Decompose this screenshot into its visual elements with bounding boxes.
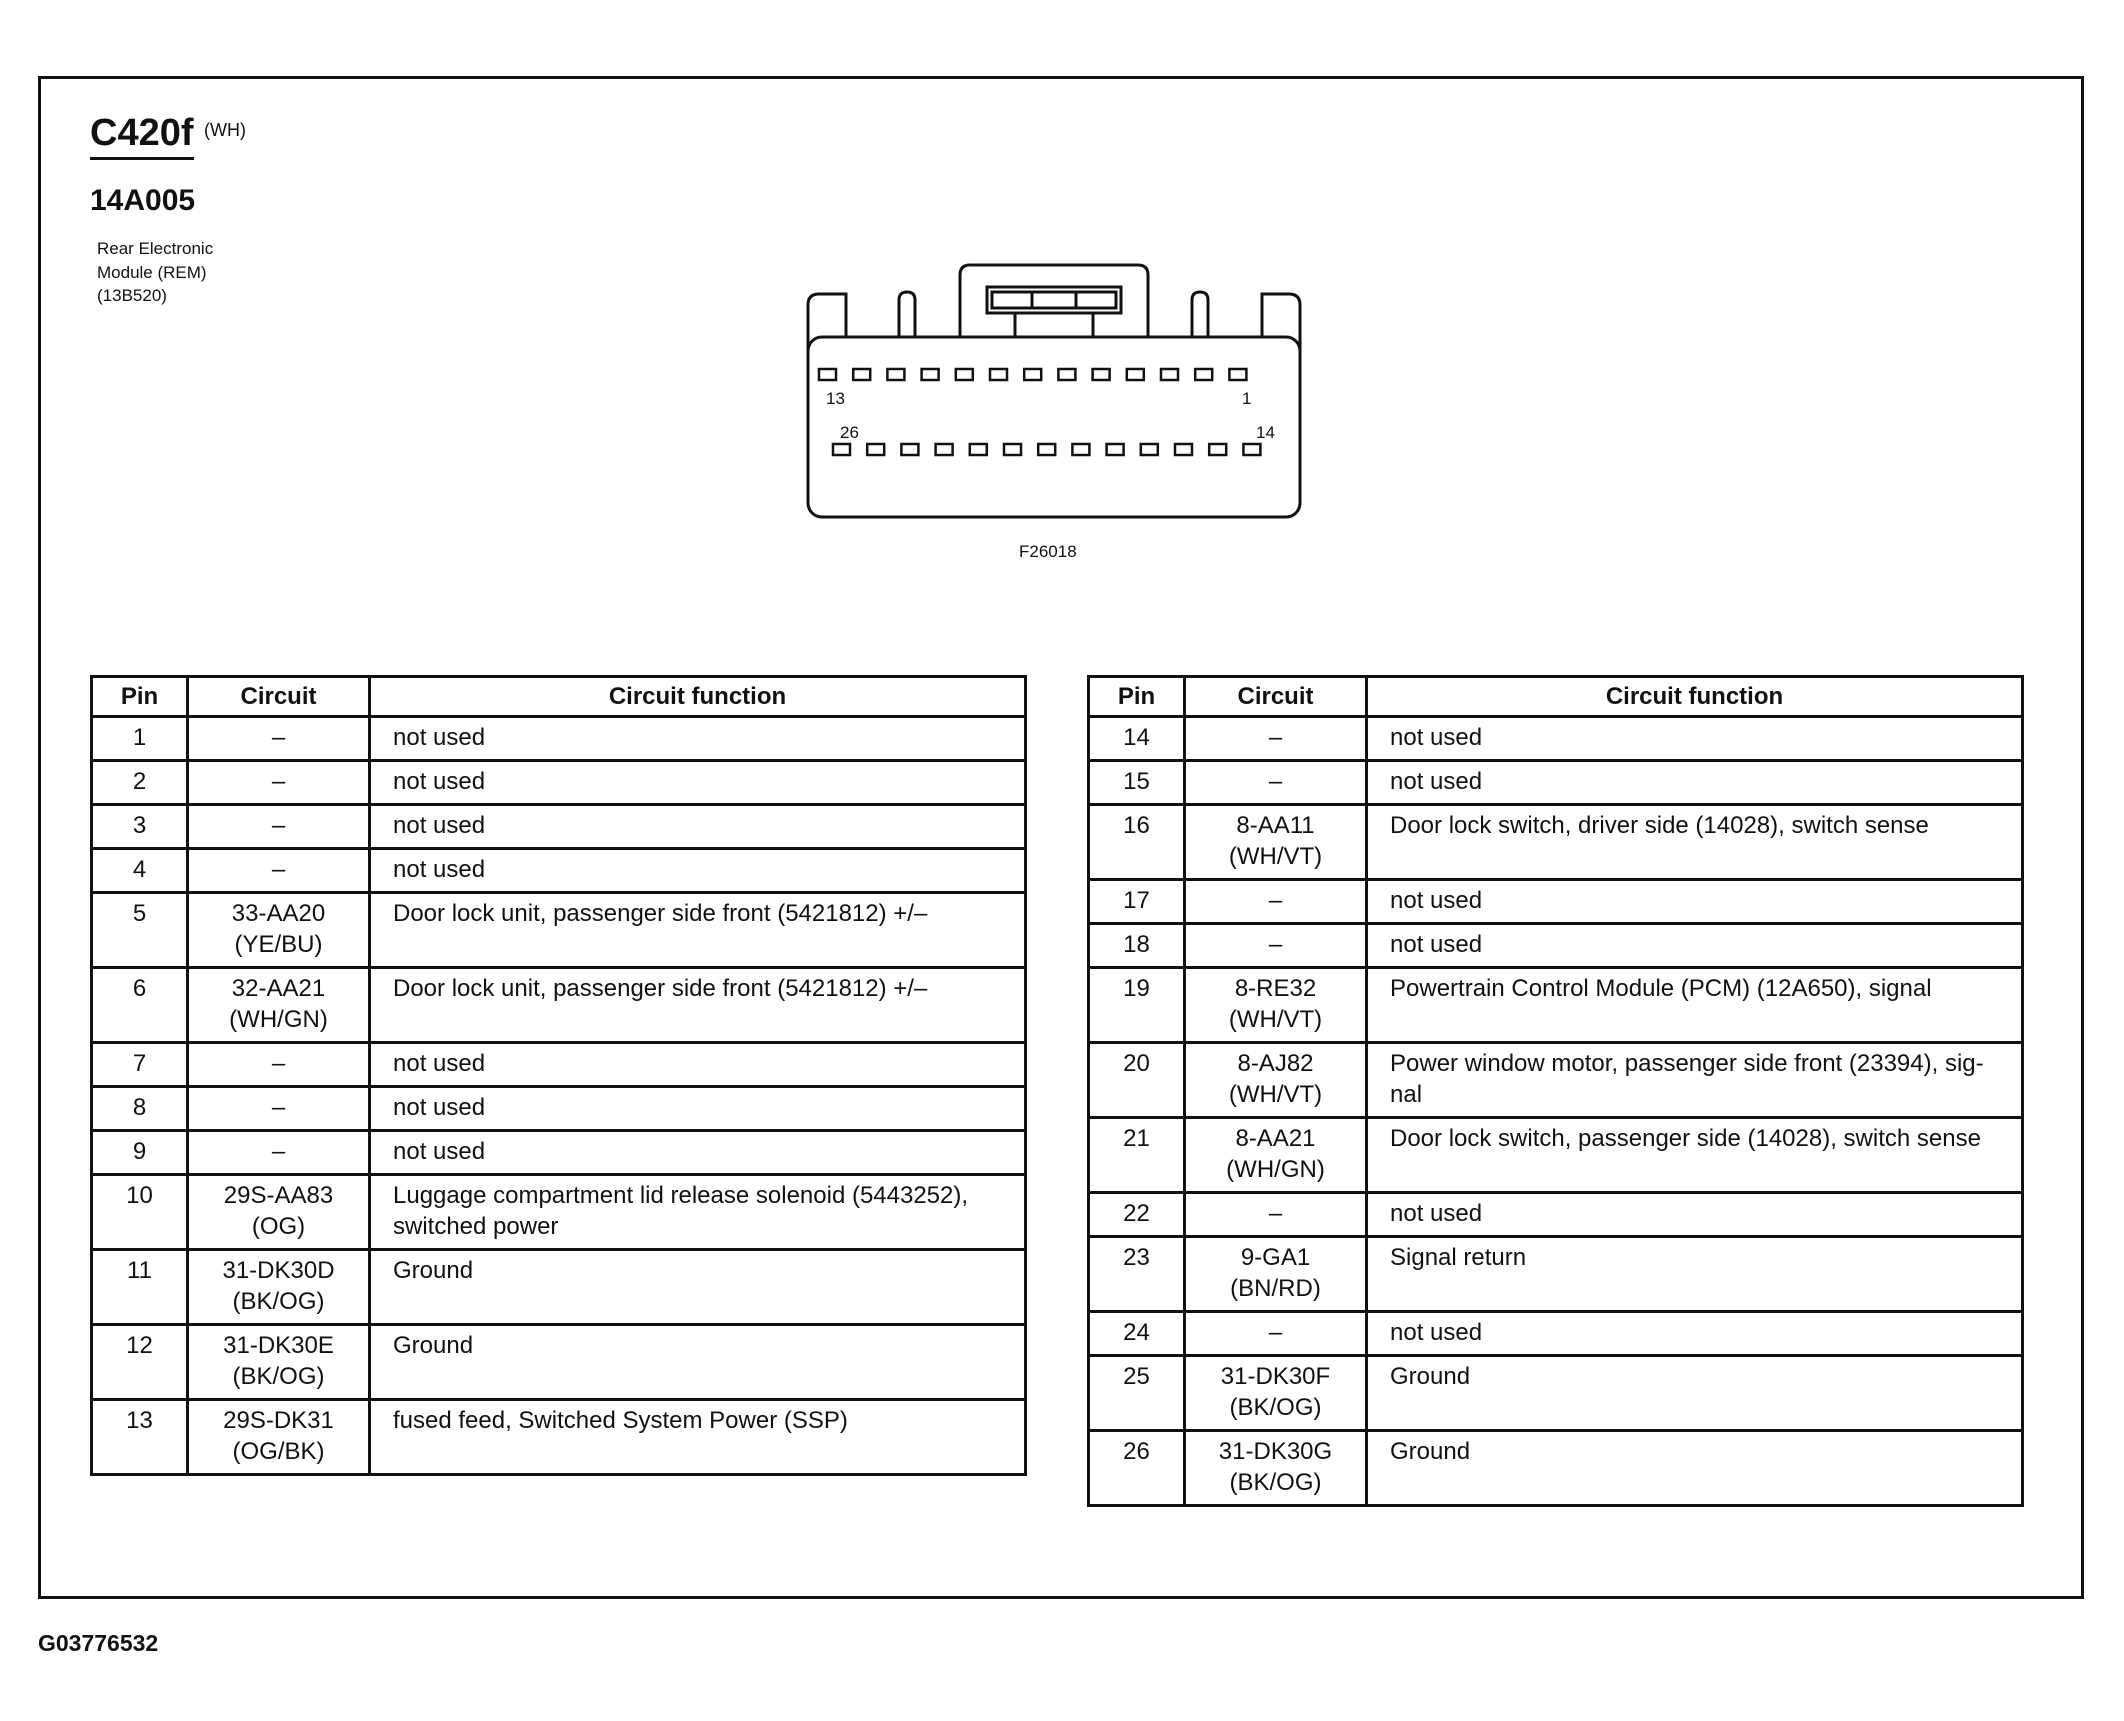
pin-label-13: 13 (826, 389, 845, 408)
pin-cavity (1127, 369, 1144, 380)
pin-number-cell: 9 (92, 1131, 188, 1175)
circuit-function-cell: Door lock switch, passenger side (14028), switch sense (1367, 1118, 2023, 1193)
circuit-function-cell: not used (370, 761, 1026, 805)
connector-id: C420f (90, 112, 194, 160)
table-row (92, 1400, 1026, 1475)
table-row (92, 1250, 1026, 1325)
table-header-row (1089, 677, 2023, 717)
wire-color: (BK/OG) (232, 1363, 325, 1390)
circuit-code: – (271, 856, 286, 883)
pin-number-cell: 21 (1089, 1118, 1185, 1193)
table-row (1089, 1043, 2023, 1118)
wire-color: (WH/GN) (229, 1006, 328, 1033)
circuit-cell (1185, 805, 1367, 880)
header-circuit: Circuit (1185, 677, 1367, 717)
pin-cavity (901, 444, 918, 455)
wire-color: (BK/OG) (1229, 1394, 1322, 1421)
pin-label-14: 14 (1256, 423, 1275, 442)
circuit-function-cell: not used (370, 1087, 1026, 1131)
circuit-code: – (271, 1138, 286, 1165)
wire-color: (OG/BK) (232, 1438, 325, 1465)
pin-cavity (1038, 444, 1055, 455)
pin-number-cell: 1 (92, 717, 188, 761)
pin-number-cell: 24 (1089, 1312, 1185, 1356)
circuit-code: 31-DK30G (1218, 1438, 1333, 1465)
circuit-cell (1185, 1312, 1367, 1356)
pin-cavity (1229, 369, 1246, 380)
pin-cavity (1093, 369, 1110, 380)
circuit-cell (1185, 924, 1367, 968)
connector-right-shoulder (1262, 294, 1300, 355)
circuit-cell (188, 1175, 370, 1250)
circuit-code: 29S-DK31 (223, 1407, 334, 1434)
pin-table-right (1087, 675, 2024, 1507)
circuit-code: 8-RE32 (1234, 975, 1317, 1002)
wire-color: (YE/BU) (234, 931, 323, 958)
table-row (92, 761, 1026, 805)
connector-post (1192, 292, 1208, 337)
circuit-cell (1185, 761, 1367, 805)
circuit-cell (1185, 1356, 1367, 1431)
circuit-cell (188, 805, 370, 849)
connector-color: (WH) (204, 120, 246, 140)
connector-body (808, 337, 1300, 517)
pin-number-cell: 2 (92, 761, 188, 805)
pin-number-cell: 25 (1089, 1356, 1185, 1431)
header-circuit: Circuit (188, 677, 370, 717)
pin-cavity (1024, 369, 1041, 380)
circuit-function-cell: Ground (1367, 1356, 2023, 1431)
circuit-cell (1185, 880, 1367, 924)
pin-cavity (1209, 444, 1226, 455)
pin-cavity (833, 444, 850, 455)
circuit-code: – (1268, 1319, 1283, 1346)
circuit-cell (188, 1087, 370, 1131)
header-function: Circuit function (1367, 677, 2023, 717)
table-row (92, 1043, 1026, 1087)
circuit-function-cell: Powertrain Control Module (PCM) (12A650), signal (1367, 968, 2023, 1043)
wire-color: (OG) (251, 1213, 306, 1240)
table-row (1089, 1356, 2023, 1431)
circuit-cell (188, 1131, 370, 1175)
table-row (1089, 761, 2023, 805)
table-row (1089, 968, 2023, 1043)
circuit-code: – (271, 812, 286, 839)
pin-number-cell: 4 (92, 849, 188, 893)
table-row (1089, 924, 2023, 968)
table-row (1089, 1193, 2023, 1237)
circuit-cell (188, 1400, 370, 1475)
table-row (1089, 805, 2023, 880)
circuit-function-cell: not used (1367, 761, 2023, 805)
pin-number-cell: 3 (92, 805, 188, 849)
circuit-cell (1185, 1043, 1367, 1118)
circuit-code: 8-AA21 (1235, 1125, 1316, 1152)
circuit-code: – (271, 768, 286, 795)
table-header-row (92, 677, 1026, 717)
table-row (92, 1131, 1026, 1175)
pin-number-cell: 8 (92, 1087, 188, 1131)
circuit-function-cell: Ground (370, 1250, 1026, 1325)
pin-number-cell: 7 (92, 1043, 188, 1087)
circuit-function-cell: Signal return (1367, 1237, 2023, 1312)
table-row (1089, 1431, 2023, 1506)
pin-number-cell: 5 (92, 893, 188, 968)
pin-cavity (956, 369, 973, 380)
circuit-function-cell: not used (370, 717, 1026, 761)
circuit-code: – (1268, 931, 1283, 958)
part-description-line: Module (REM) (97, 262, 207, 282)
connector-post (899, 292, 915, 337)
pin-number-cell: 18 (1089, 924, 1185, 968)
circuit-function-cell: Ground (1367, 1431, 2023, 1506)
circuit-code: 31-DK30E (223, 1332, 334, 1359)
circuit-cell (188, 1043, 370, 1087)
table-row (92, 805, 1026, 849)
pin-number-cell: 22 (1089, 1193, 1185, 1237)
pin-cavity (819, 369, 836, 380)
circuit-code: – (271, 724, 286, 751)
circuit-cell (188, 968, 370, 1043)
circuit-code: – (271, 1050, 286, 1077)
pin-cavity (887, 369, 904, 380)
pin-cavity (867, 444, 884, 455)
pin-cavity (990, 369, 1007, 380)
graphic-id: G03776532 (38, 1630, 159, 1656)
circuit-function-cell: not used (1367, 1312, 2023, 1356)
circuit-function-cell: not used (1367, 717, 2023, 761)
circuit-function-cell: not used (370, 1043, 1026, 1087)
circuit-code: 29S-AA83 (223, 1182, 334, 1209)
circuit-code: 32-AA21 (231, 975, 326, 1002)
pin-number-cell: 10 (92, 1175, 188, 1250)
circuit-code: 8-AJ82 (1237, 1050, 1314, 1077)
pin-number-cell: 20 (1089, 1043, 1185, 1118)
circuit-function-cell: Ground (370, 1325, 1026, 1400)
table-row (1089, 1118, 2023, 1193)
pin-number-cell: 12 (92, 1325, 188, 1400)
pin-cavity (1175, 444, 1192, 455)
pin-number-cell: 15 (1089, 761, 1185, 805)
table-row (92, 1175, 1026, 1250)
connector-face-diagram (0, 0, 2124, 600)
circuit-cell (1185, 968, 1367, 1043)
circuit-function-cell: not used (1367, 924, 2023, 968)
pin-number-cell: 13 (92, 1400, 188, 1475)
circuit-function-cell: not used (370, 805, 1026, 849)
circuit-cell (188, 1325, 370, 1400)
circuit-function-cell: not used (370, 849, 1026, 893)
circuit-function-cell: fused feed, Switched System Power (SSP) (370, 1400, 1026, 1475)
circuit-cell (1185, 1193, 1367, 1237)
pin-table-left (90, 675, 1027, 1476)
wire-color: (BN/RD) (1230, 1275, 1321, 1302)
wire-color: (BK/OG) (232, 1288, 325, 1315)
pin-cavity (1161, 369, 1178, 380)
pin-label-26: 26 (840, 423, 859, 442)
wire-color: (WH/VT) (1228, 843, 1323, 870)
pin-cavity (1141, 444, 1158, 455)
pin-number-cell: 23 (1089, 1237, 1185, 1312)
pin-cavity (1058, 369, 1075, 380)
pin-cavity (1072, 444, 1089, 455)
pin-number-cell: 17 (1089, 880, 1185, 924)
wire-color: (WH/VT) (1228, 1081, 1323, 1108)
pin-cavity (936, 444, 953, 455)
circuit-code: 33-AA20 (231, 900, 326, 927)
pin-cavity (1195, 369, 1212, 380)
part-number: 14A005 (90, 184, 196, 217)
table-row (92, 1325, 1026, 1400)
pin-cavity (922, 369, 939, 380)
circuit-function-cell: not used (1367, 880, 2023, 924)
pin-number-cell: 19 (1089, 968, 1185, 1043)
header-pin: Pin (1089, 677, 1185, 717)
header-pin: Pin (92, 677, 188, 717)
connector-latch-inner (992, 292, 1116, 308)
circuit-cell (188, 893, 370, 968)
circuit-function-cell: not used (1367, 1193, 2023, 1237)
table-row (1089, 717, 2023, 761)
part-description-line: Rear Electronic (97, 239, 214, 258)
circuit-function-cell: Door lock unit, passenger side front (5421812) +/– (370, 893, 1026, 968)
circuit-code: – (1268, 768, 1283, 795)
circuit-function-cell: Luggage compartment lid release solenoid (5443252), switched power (370, 1175, 1026, 1250)
pin-label-1: 1 (1242, 389, 1252, 408)
pin-cavity (1004, 444, 1021, 455)
circuit-function-cell: Door lock switch, driver side (14028), switch sense (1367, 805, 2023, 880)
pin-number-cell: 14 (1089, 717, 1185, 761)
pin-cavity (970, 444, 987, 455)
pin-cavity (853, 369, 870, 380)
circuit-code: 31-DK30F (1220, 1363, 1331, 1390)
circuit-cell (188, 849, 370, 893)
wire-color: (BK/OG) (1229, 1469, 1322, 1496)
connector-left-shoulder (808, 294, 846, 355)
table-row (92, 893, 1026, 968)
circuit-cell (188, 1250, 370, 1325)
circuit-code: 8-AA11 (1236, 812, 1315, 839)
wire-color: (WH/VT) (1228, 1006, 1323, 1033)
circuit-cell (188, 761, 370, 805)
pin-number-cell: 11 (92, 1250, 188, 1325)
circuit-cell (1185, 1431, 1367, 1506)
circuit-cell (188, 717, 370, 761)
circuit-cell (1185, 1118, 1367, 1193)
part-description-line: (13B520) (97, 286, 167, 305)
wire-color: (WH/GN) (1226, 1156, 1325, 1183)
circuit-cell (1185, 717, 1367, 761)
table-row (1089, 1312, 2023, 1356)
circuit-code: 9-GA1 (1240, 1244, 1311, 1271)
circuit-function-cell: Power window motor, passenger side front (23394), sig-nal (1367, 1043, 2023, 1118)
figure-id: F26018 (1019, 542, 1077, 561)
table-row (92, 968, 1026, 1043)
table-row (1089, 1237, 2023, 1312)
table-row (1089, 880, 2023, 924)
circuit-function-cell: Door lock unit, passenger side front (5421812) +/– (370, 968, 1026, 1043)
header-function: Circuit function (370, 677, 1026, 717)
table-row (92, 849, 1026, 893)
circuit-code: 31-DK30D (222, 1257, 335, 1284)
circuit-code: – (1268, 887, 1283, 914)
circuit-cell (1185, 1237, 1367, 1312)
pin-number-cell: 16 (1089, 805, 1185, 880)
pin-number-cell: 26 (1089, 1431, 1185, 1506)
pin-cavity (1243, 444, 1260, 455)
pin-number-cell: 6 (92, 968, 188, 1043)
pin-cavity (1107, 444, 1124, 455)
circuit-code: – (271, 1094, 286, 1121)
circuit-function-cell: not used (370, 1131, 1026, 1175)
table-row (92, 717, 1026, 761)
table-row (92, 1087, 1026, 1131)
circuit-code: – (1268, 724, 1283, 751)
circuit-code: – (1268, 1200, 1283, 1227)
